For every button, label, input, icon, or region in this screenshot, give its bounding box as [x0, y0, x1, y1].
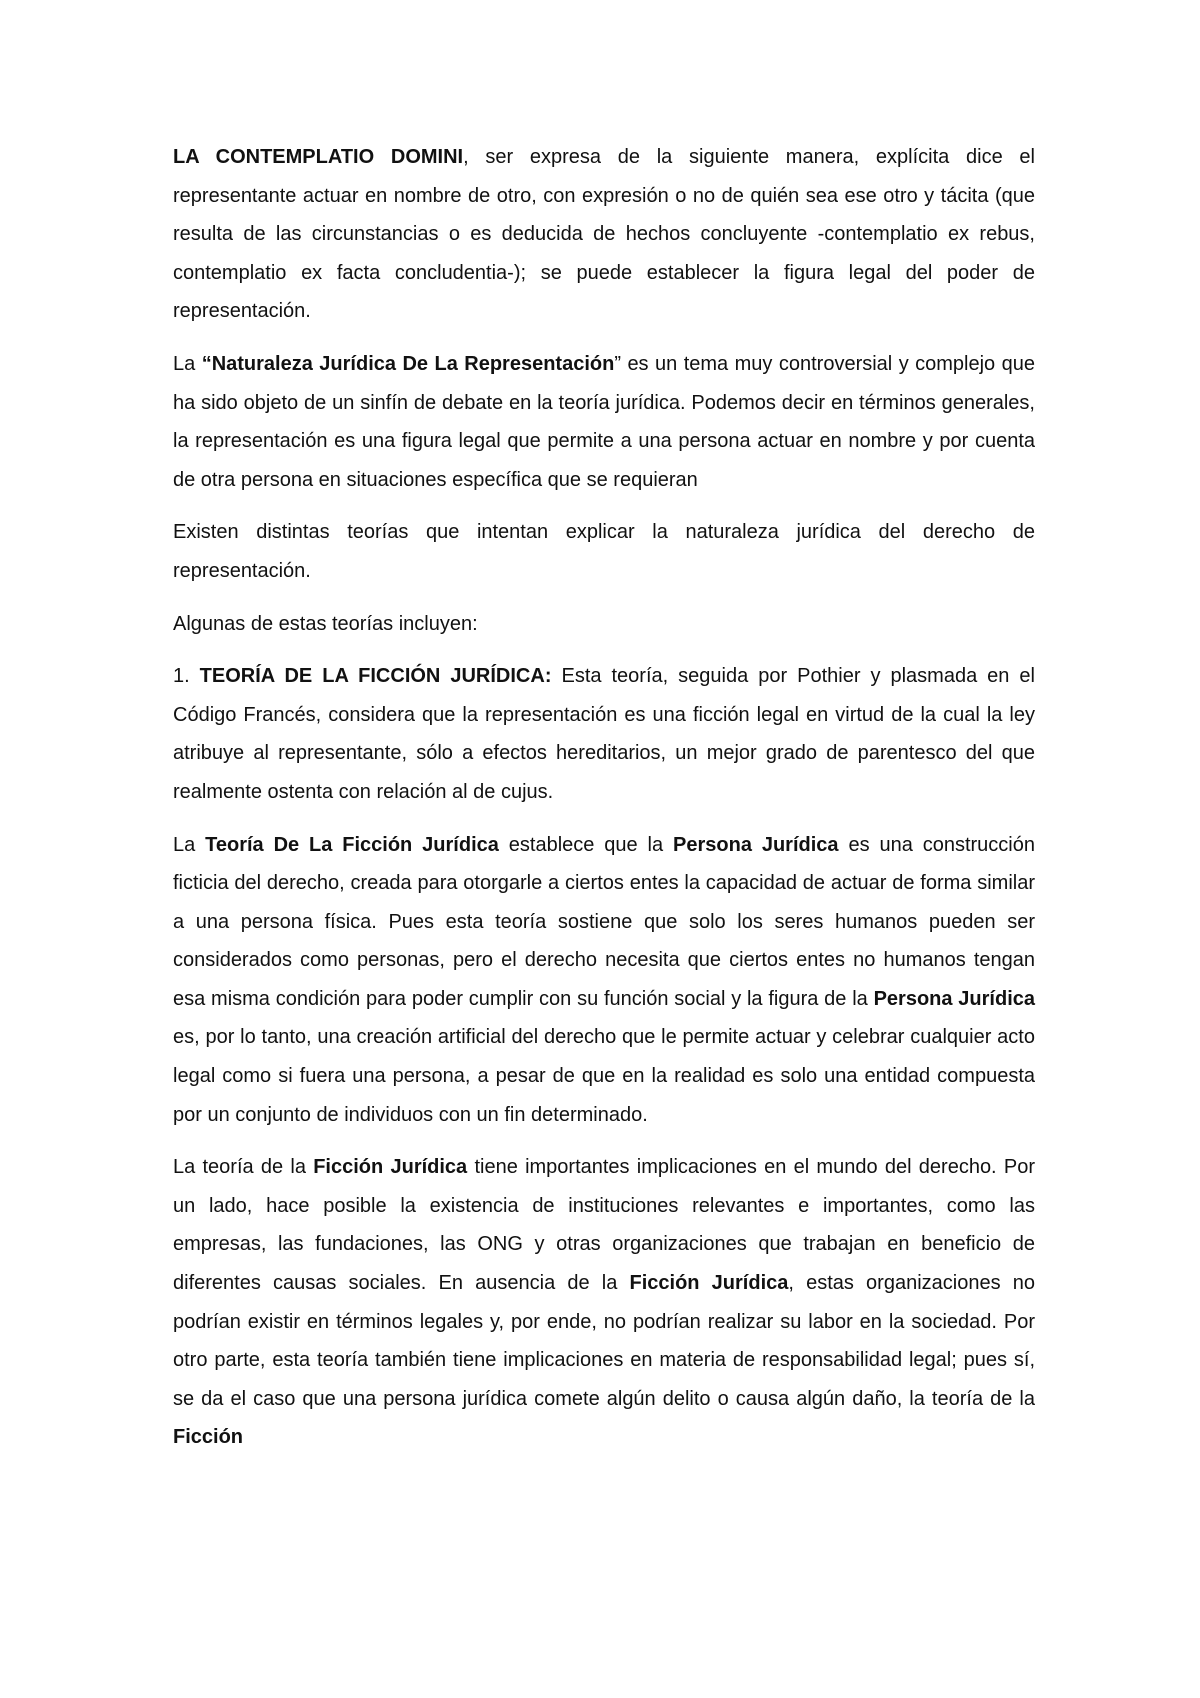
bold-text-run: LA CONTEMPLATIO DOMINI [173, 146, 464, 168]
bold-text-run: Teoría De La Ficción Jurídica [205, 833, 499, 856]
bold-text-run: Ficción [173, 1426, 244, 1449]
bold-text-run: Persona Jurídica [873, 987, 1035, 1010]
paragraph-naturaleza [173, 345, 1035, 499]
text-run: La [173, 352, 202, 375]
paragraph-algunas [173, 605, 1035, 644]
text-run: La [173, 833, 206, 856]
bold-text-run: TEORÍA DE LA FICCIÓN JURÍDICA: [199, 665, 552, 688]
bold-text-run: “Naturaleza Jurídica De La Representación [201, 352, 615, 375]
text-run: 1. [173, 665, 200, 688]
text-run: es una construcción ficticia del derecho, creada para otorgarle a ciertos entes la capacidad de actuar de forma similar a una persona física. Pues esta teoría sostiene que solo los seres humanos pueden ser considerados como personas, pero el derecho necesita que ciertos entes no humanos tengan esa misma condición para poder cumplir con su función social y la figura de la [173, 833, 1035, 1010]
paragraph-teorias-intro [173, 513, 1035, 590]
document-page [173, 138, 1035, 1471]
text-run: tiene importantes implicaciones en el mundo del derecho. Por un lado, hace posible la existencia de instituciones relevantes e importantes, como las empresas, las fundaciones, las ONG y otras organizaciones que trabajan en beneficio de diferentes causas sociales. En ausencia de la [173, 1156, 1035, 1295]
bold-text-run: Ficción Jurídica [313, 1156, 468, 1179]
paragraph-teoria-ficcion-2 [173, 826, 1035, 1135]
text-run: establece que la [498, 833, 674, 856]
text-run: es, por lo tanto, una creación artificial del derecho que le permite actuar y celebrar cualquier acto legal como si fuera una persona, a pesar de que en la realidad es solo una entidad compuesta por un conjunto de individuos con un fin determinado. [173, 1026, 1035, 1126]
paragraph-teoria-ficcion-3 [173, 1148, 1035, 1457]
text-run: Existen distintas teorías que intentan explicar la naturaleza jurídica del derecho de representación. [173, 521, 1035, 582]
text-run: , ser expresa de la siguiente manera, explícita dice el representante actuar en nombre de otro, con expresión o no de quién sea ese otro y tácita (que resulta de las circunstancias o es deducida de hechos concluyente -contemplatio ex rebus, contemplatio ex facta concludentia-); se puede establecer la figura legal del poder de representación. [173, 146, 1035, 323]
paragraph-contemplatio [173, 138, 1035, 331]
bold-text-run: Persona Jurídica [673, 833, 839, 856]
paragraph-teoria-ficcion-1 [173, 657, 1035, 811]
text-run: Esta teoría, seguida por Pothier y plasmada en el Código Francés, considera que la representación es una ficción legal en virtud de la cual la ley atribuye al representante, sólo a efectos hereditarios, un mejor grado de parentesco del que realmente ostenta con relación al de cujus. [173, 665, 1035, 803]
text-run: ” es un tema muy controversial y complejo que ha sido objeto de un sinfín de debate en la teoría jurídica. Podemos decir en términos generales, la representación es una figura legal que permite a una persona actuar en nombre y por cuenta de otra persona en situaciones específica que se requieran [173, 352, 1035, 491]
text-run: , estas organizaciones no podrían existir en términos legales y, por ende, no podrían realizar su labor en la sociedad. Por otro parte, esta teoría también tiene implicaciones en materia de responsabilidad legal; pues sí, se da el caso que una persona jurídica comete algún delito o causa algún daño, la teoría de la [173, 1272, 1036, 1410]
text-run: Algunas de estas teorías incluyen: [173, 612, 478, 635]
bold-text-run: Ficción Jurídica [629, 1272, 789, 1295]
text-run: La teoría de la [173, 1156, 314, 1179]
